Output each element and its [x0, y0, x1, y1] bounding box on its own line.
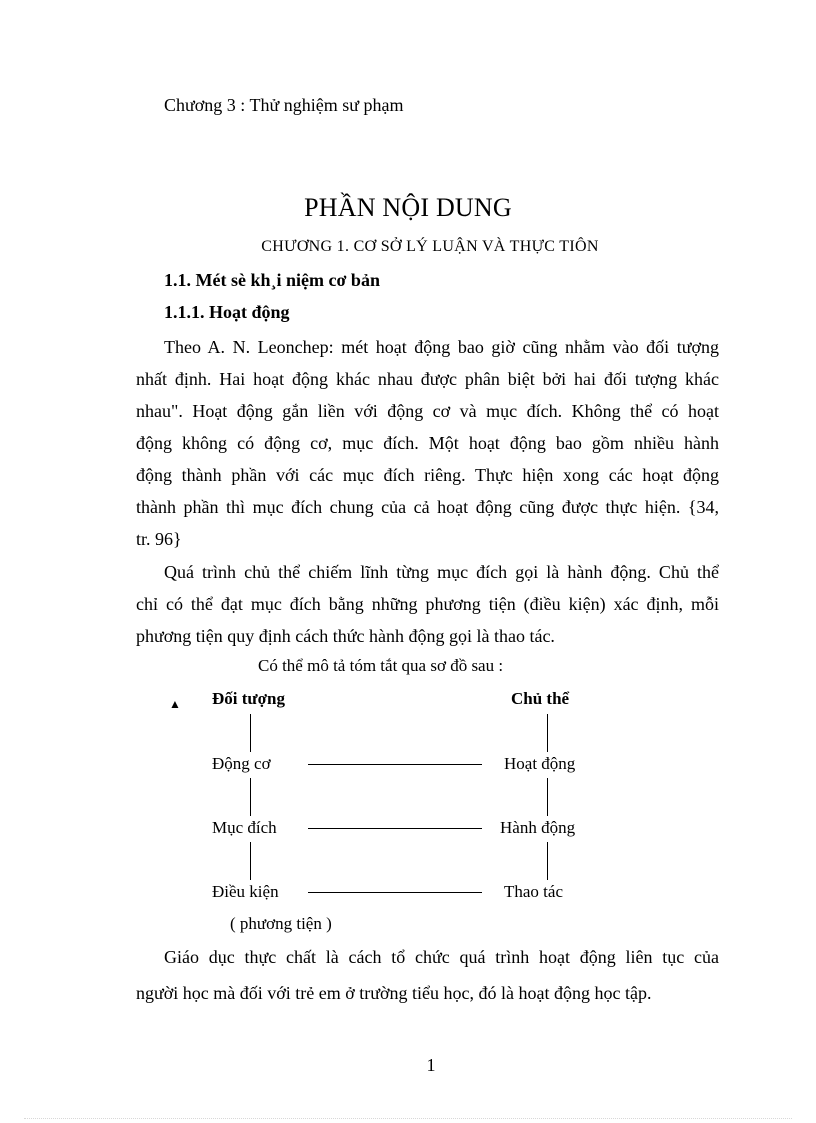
paragraph-1-line: Theo A. N. Leonchep: mét hoạt động bao giờ cũng nhằm vào đối tượng [164, 337, 719, 357]
paragraph-1-line: động không có động cơ, mục đích. Một hoạt động bao gồm nhiều hành [136, 433, 719, 453]
diagram-left-connector [250, 778, 251, 816]
diagram-intro: Có thể mô tả tóm tắt qua sơ đồ sau : [258, 656, 504, 675]
paragraph-1-line: nhất định. Hai hoạt động khác nhau được phân biệt bởi hai đối tượng khác [136, 369, 719, 389]
chapter-heading: CHƯƠNG 1. CƠ SỞ LÝ LUẬN VÀ THỰC TIÔN [261, 238, 599, 255]
section-1-1-title: 1.1. Mét sè kh¸i niệm cơ bản [164, 270, 380, 290]
page-number: 1 [426, 1055, 436, 1075]
diagram-left-item: Mục đích [212, 818, 277, 837]
diagram-left-connector [250, 714, 251, 752]
diagram-link-line [308, 764, 482, 765]
paragraph-2-last-line: phương tiện quy định cách thức hành động gọi là thao tác. [136, 626, 555, 646]
diagram-right-connector [547, 714, 548, 752]
diagram-left-connector [250, 842, 251, 880]
paragraph-1-line: nhau". Hoạt động gắn liền với động cơ và mục đích. Không thể có hoạt [136, 401, 719, 421]
diagram-link-line [308, 828, 482, 829]
diagram-right-header: Chủ thể [511, 689, 570, 708]
triangle-marker-icon: ▲ [169, 697, 181, 711]
paragraph-1-line: thành phần thì mục đích chung của cả hoạt động cũng được thực hiện. {34, [136, 497, 719, 517]
paragraph-2-line: Quá trình chủ thể chiếm lĩnh từng mục đích gọi là hành động. Chủ thể [164, 562, 719, 582]
diagram-left-item: Động cơ [212, 754, 271, 773]
diagram-left-item: Điều kiện [212, 882, 279, 901]
diagram-left-header: Đối tượng [212, 689, 285, 708]
top-line: Chương 3 : Thử nghiệm sư phạm [164, 95, 404, 115]
diagram-right-connector [547, 778, 548, 816]
diagram-right-connector [547, 842, 548, 880]
paragraph-3-last-line: người học mà đối với trẻ em ở trường tiểu học, đó là hoạt động học tập. [136, 983, 652, 1003]
section-1-1-1-title: 1.1.1. Hoạt động [164, 302, 290, 322]
diagram-right-item: Hoạt động [504, 754, 576, 773]
diagram-right-item: Hành động [500, 818, 576, 837]
paragraph-1-last-line: tr. 96} [136, 529, 182, 549]
diagram-left-note: ( phương tiện ) [230, 914, 332, 933]
diagram-right-item: Thao tác [504, 882, 563, 901]
diagram-link-line [308, 892, 482, 893]
page-heading: PHẦN NỘI DUNG [304, 193, 512, 222]
paragraph-3-line: Giáo dục thực chất là cách tổ chức quá trình hoạt động liên tục của [164, 947, 719, 967]
page-bottom-divider [24, 1118, 792, 1119]
paragraph-1-line: động thành phần với các mục đích riêng. Thực hiện xong các hoạt động [136, 465, 719, 485]
paragraph-2-line: chỉ có thể đạt mục đích bằng những phương tiện (điều kiện) xác định, mỗi [136, 594, 719, 614]
